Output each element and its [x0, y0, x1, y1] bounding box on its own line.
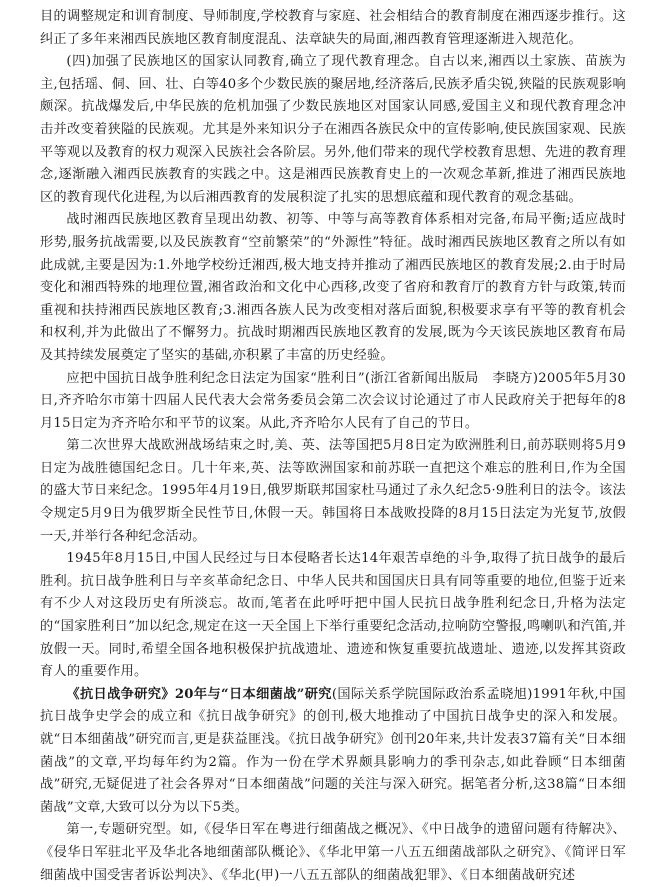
paragraph-body: (国际关系学院国际政治系孟晓旭)1991年秋,中国抗日战争史学会的成立和《抗日战争研究》的创刊,极大地推动了中国抗日战争史的深入和发展。就“日本细菌战”研究而言,更是获益匪浅。《抗日战争研究》创刊20年来,共计发表37篇有关“日本细菌战”的文章,平均每年约为2篇。作为一份在学术界颇具影响力的季刊杂志,如此眷顾“日本细菌战”研究,无疑促进了社会各界对“日本细菌战”问题的关注与深入研究。据笔者分析,这38篇“日本细菌战”文章,大致可以分为以下5类。: [40, 686, 626, 815]
paragraph-ww2-europe-victory-days: 第二次世界大战欧洲战场结束之时,美、英、法等国把5月8日定为欧洲胜利日,前苏联则将5月9日定为战胜德国纪念日。几十年来,英、法等欧洲国家和前苏联一直把这个难忘的胜利日,作为全国的盛大节日来纪念。1995年4月19日,俄罗斯联邦国家杜马通过了永久纪念5·9胜利日的法令。该法令规定5月9日为俄罗斯全民性节日,休假一天。韩国将日本战败投降的8月15日法定为光复节,放假一天,并举行各种纪念活动。: [40, 438, 626, 544]
paragraph-wartime-education-summary: 战时湘西民族地区教育呈现出幼教、初等、中等与高等教育体系相对完备,布局平衡;适应战时形势,服务抗战需要,以及民族教育“空前繁荣”的“外源性”特征。战时湘西民族地区教育之所以有如此成就,主要是因为:1.外地学校纷迁湘西,极大地支持并推动了湘西民族地区的教育发展;2.由于时局变化和湘西特殊的地理位置,湘省政治和文化中心西移,改变了省府和教育厅的教育方针与政策,转而重视和扶持湘西民族地区教育;3.湘西各族人民为改变相对落后面貌,积极要求享有平等的教育机会和权利,并为此做出了不懈努力。抗战时期湘西民族地区教育的发展,既为今天该民族地区教育布局及其持续发展奠定了坚实的基础,亦积累了丰富的历史经验。: [40, 212, 626, 363]
paragraph-germ-warfare-research: [40, 684, 626, 820]
paragraph-topic-research-type: 第一,专题研究型。如,《侵华日军在粤进行细菌战之概况》、《中日战争的遗留问题有待解决》、《侵华日军驻北平及华北各地细菌部队概论》、《华北甲第一八五五细菌战部队之研究》、《简评日军细菌战中国受害者诉讼判决》、《华北(甲)一八五五部队的细菌战犯罪》、《日本细菌战研究述: [40, 822, 626, 883]
paragraph-national-identity-education: (四)加强了民族地区的国家认同教育,确立了现代教育理念。自古以来,湘西以土家族、苗族为主,包括瑶、侗、回、壮、白等40多个少数民族的聚居地,经济落后,民族矛盾尖锐,狭隘的民族观影响颇深。抗战爆发后,中华民族的危机加强了少数民族地区对国家认同感,爱国主义和现代教育理念冲击并改变着狭隘的民族观。尤其是外来知识分子在湘西各族民众中的宣传影响,使民族国家观、民族平等观以及教育的权力观深入民族社会各阶层。另外,他们带来的现代学校教育思想、先进的教育理念,逐渐融入湘西民族教育的实践之中。这是湘西民族教育史上的一次观念革新,推进了湘西民族地区的教育现代化进程,为以后湘西教育的发展积淀了扎实的思想底蕴和现代教育的观念基础。: [40, 54, 626, 205]
paragraph-continuation: 目的调整规定和训育制度、导师制度,学校教育与家庭、社会相结合的教育制度在湘西逐步推行。这纠正了多年来湘西民族地区教育制度混乱、法章缺失的局面,湘西教育管理逐渐进入规范化。: [40, 9, 626, 47]
article-title: 《抗日战争研究》20年与“日本细菌战”研究: [66, 686, 332, 702]
paragraph-1945-victory: 1945年8月15日,中国人民经过与日本侵略者长达14年艰苦卓绝的斗争,取得了抗日战争的最后胜利。抗日战争胜利日与辛亥革命纪念日、中华人民共和国国庆日具有同等重要的地位,但鉴于近来有不少人对这段历史有所淡忘。故而,笔者在此呼吁把中国人民抗日战争胜利纪念日,升格为法定的“国家胜利日”加以纪念,规定在这一天全国上下举行重要纪念活动,拉响防空警报,鸣喇叭和汽笛,并放假一天。同时,希望全国各地积极保护抗战遗址、遗迹和恢复重要抗战遗址、遗迹,以发挥其资政育人的重要作用。: [40, 551, 626, 680]
paragraph-victory-day-proposal: 应把中国抗日战争胜利纪念日法定为国家“胜利日”(浙江省新闻出版局 李晓方)2005年5月30日,齐齐哈尔市第十四届人民代表大会常务委员会第二次会议讨论通过了市人民政府关于把每年的8月15日定为齐齐哈尔和平节的议案。从此,齐齐哈尔人民有了自己的节日。: [40, 370, 626, 431]
